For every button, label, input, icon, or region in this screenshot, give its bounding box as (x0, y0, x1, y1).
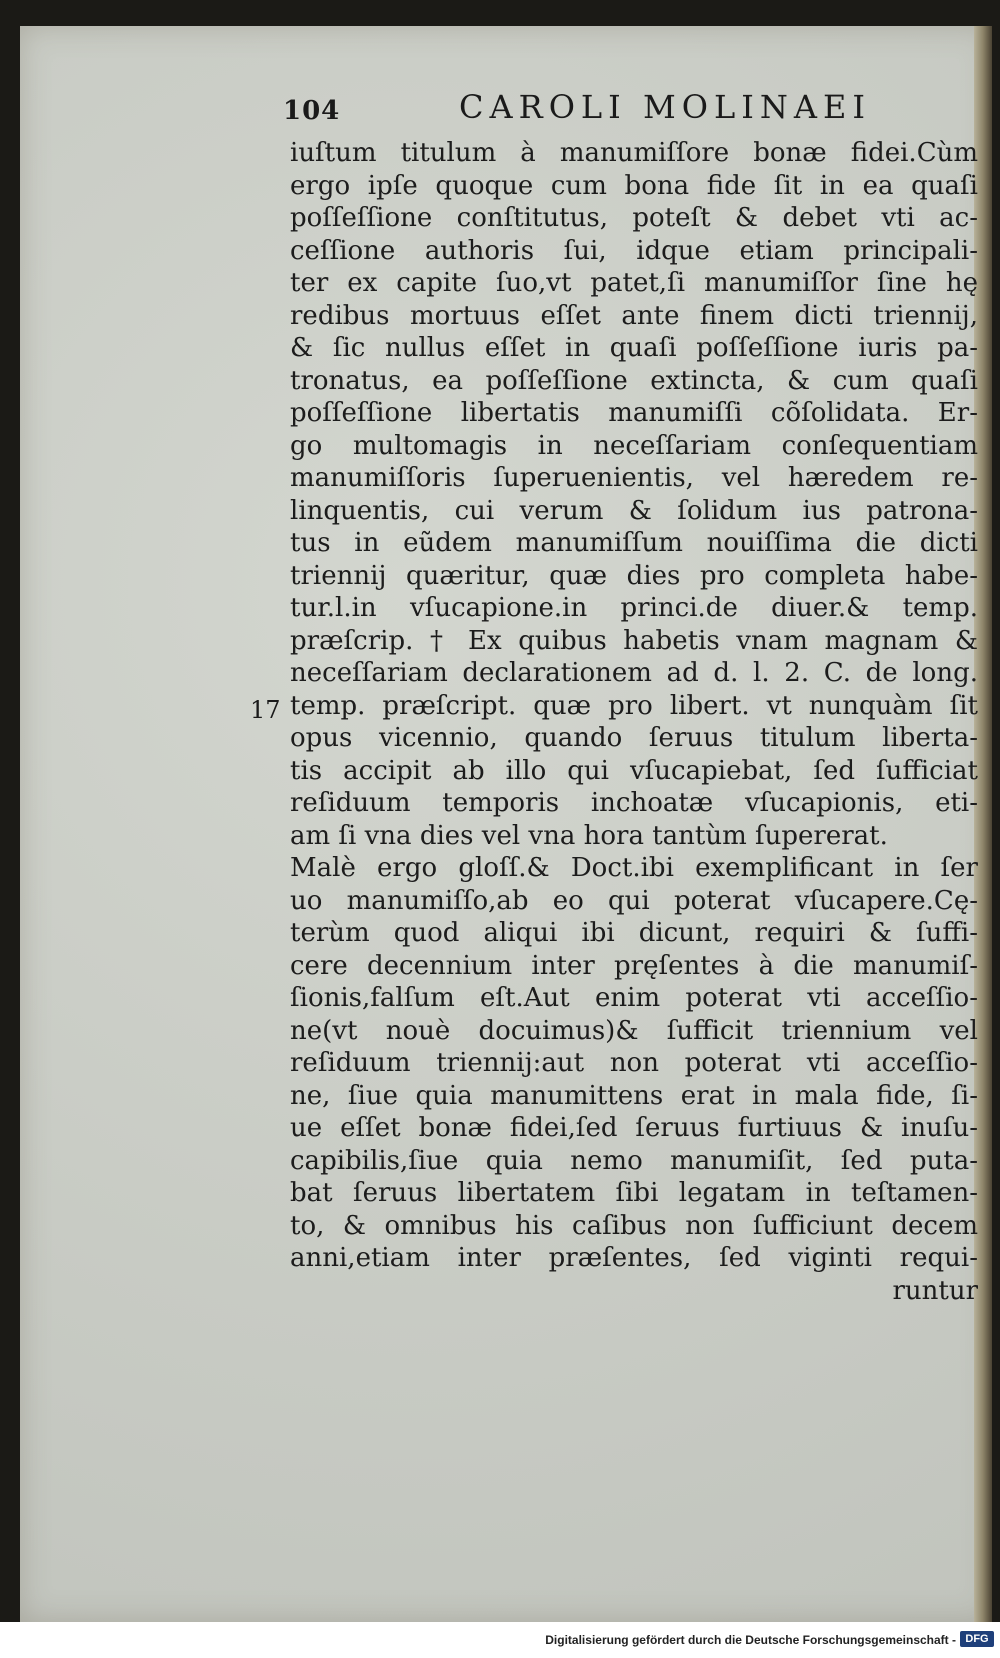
text-line: neceſſariam declarationem ad d. l. 2. C. de long. (290, 658, 978, 688)
text-line: tronatus, ea poſſeſſione extincta, & cum quaſi (290, 365, 978, 396)
text-line: ſionis,falſum eſt.Aut enim poterat vti acceſſio- (290, 983, 978, 1013)
footer-bar (0, 1622, 1000, 1658)
text-line: ter ex capite ſuo,vt patet,ſi manumiſſor ſine hę (290, 268, 978, 298)
text-line: iuſtum titulum à manumiſſore bonæ fidei.Cùm (290, 138, 978, 168)
text-line: tus in eũdem manumiſſum nouiſſima die dicti (290, 528, 978, 558)
text-line: anni,etiam inter præſentes, ſed viginti requi- (290, 1243, 978, 1273)
body-text (290, 137, 978, 1307)
text-line: & ſic nullus eſſet in quaſi poſſeſſione iuris pa- (290, 333, 978, 363)
page-number: 104 (283, 96, 341, 126)
text-line: triennij quæritur, quæ dies pro completa habe- (290, 560, 978, 591)
text-line: reſiduum triennij:aut non poterat vti acceſſio- (290, 1048, 978, 1078)
text-line: ne, ſiue quia manumittens erat in mala fide, ſi- (290, 1080, 978, 1111)
text-line: manumiſſoris ſuperuenientis, vel hæredem re- (290, 463, 978, 493)
running-head: CAROLI MOLINAEI (459, 88, 871, 126)
text-line: opus vicennio, quando ſeruus titulum liberta- (290, 723, 978, 753)
text-line: uo manumiſſo,ab eo qui poterat vſucapere.Cę- (290, 885, 978, 916)
text-line: am ſi vna dies vel vna hora tantùm ſupererat. (290, 820, 888, 851)
text-line: tis accipit ab illo qui vſucapiebat, ſed ſufficiat (290, 755, 978, 786)
text-line: ne(vt nouè docuimus)& ſufficit triennium vel (290, 1015, 978, 1046)
text-line: go multomagis in neceſſariam conſequentiam (290, 430, 978, 461)
text-line: bat ſeruus libertatem ſibi legatam in teſtamen- (290, 1178, 978, 1208)
text-line: præſcrip. † Ex quibus habetis vnam magnam & (290, 625, 978, 656)
text-line: poſſeſſione conſtitutus, poteſt & debet vti ac- (290, 203, 978, 233)
text-line: temp. præſcript. quæ pro libert. vt nunquàm ſit (290, 690, 978, 721)
text-line: poſſeſſione libertatis manumiſſi cõſolidata. Er- (290, 398, 978, 428)
page-header (283, 88, 983, 132)
text-line: ceſſione authoris ſui, idque etiam principali- (290, 235, 978, 266)
text-line: linquentis, cui verum & ſolidum ius patrona- (290, 495, 978, 526)
text-line: Malè ergo gloſſ.& Doct.ibi exemplificant in ſer (290, 853, 978, 883)
dfg-logo: DFG (960, 1631, 994, 1647)
catchword: runtur (892, 1275, 978, 1306)
text-line: tur.l.in vſucapione.in princi.de diuer.& temp. (290, 593, 978, 623)
funding-credit: Digitalisierung gefördert durch die Deutsche Forschungsgemeinschaft - (545, 1633, 956, 1647)
text-line: redibus mortuus eſſet ante finem dicti triennij, (290, 300, 978, 331)
text-line: cere decennium inter pręſentes à die manumiſ- (290, 950, 978, 981)
text-line: ue eſſet bonæ fidei,ſed ſeruus furtiuus & inuſu- (290, 1113, 978, 1143)
text-line: to, & omnibus his caſibus non ſufficiunt decem (290, 1210, 978, 1241)
marginal-number: 17 (250, 696, 281, 724)
text-line: ergo ipſe quoque cum bona fide ſit in ea quaſi (290, 170, 978, 201)
text-line: terùm quod aliqui ibi dicunt, requiri & ſuffi- (290, 918, 978, 948)
text-line: capibilis,ſiue quia nemo manumiſit, ſed puta- (290, 1145, 978, 1176)
text-line: reſiduum temporis inchoatæ vſucapionis, eti- (290, 788, 978, 818)
